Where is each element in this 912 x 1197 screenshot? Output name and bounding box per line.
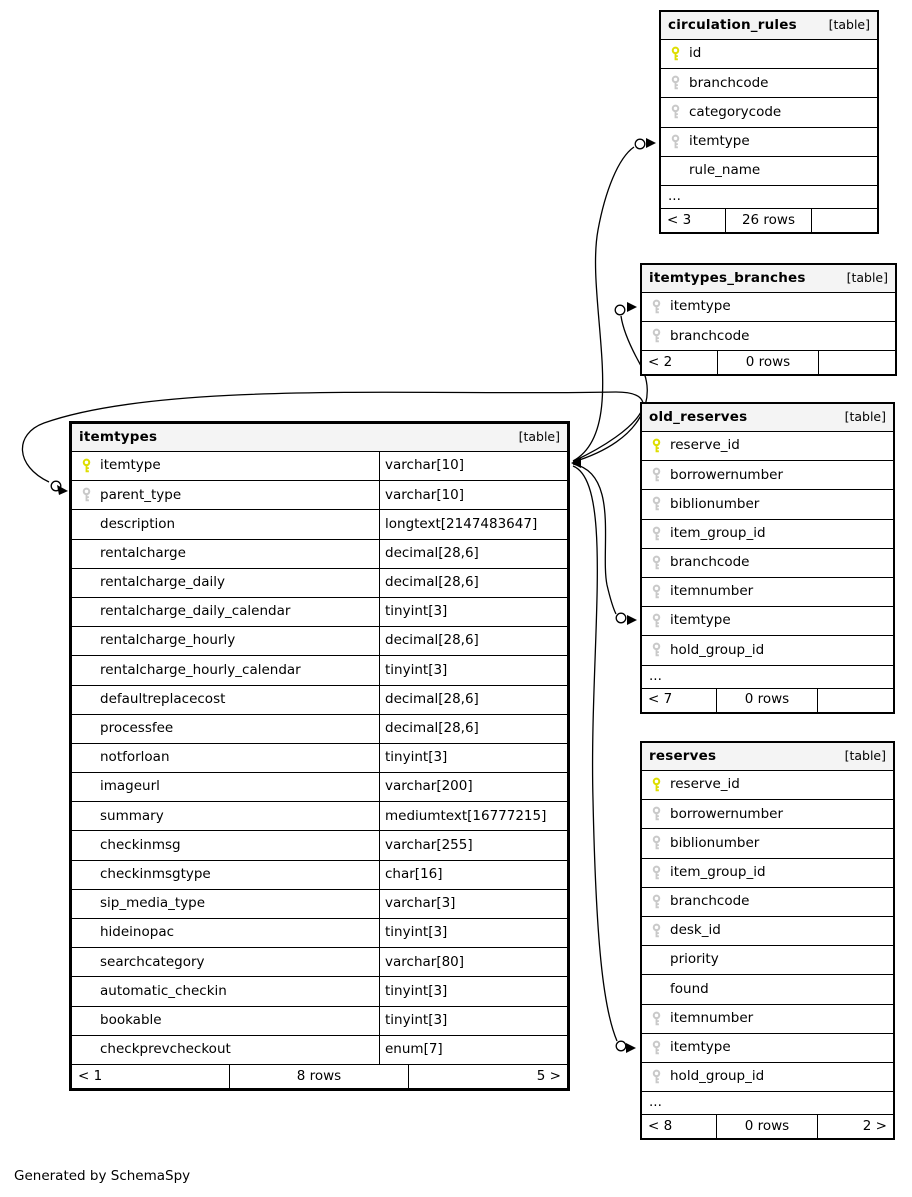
table-header[interactable] (642, 404, 893, 432)
foreign-key-icon (651, 584, 662, 600)
table-footer (642, 1115, 893, 1138)
foreign-key-icon (651, 835, 662, 851)
primary-key-icon (651, 438, 662, 454)
zero-circle-reserves (616, 1041, 626, 1051)
column-name: reserve_id (670, 439, 740, 453)
column-row-desk_id (642, 917, 893, 946)
column-name: itemtype (670, 300, 731, 314)
column-name: itemtype (100, 459, 161, 473)
column-row-found (642, 975, 893, 1004)
foreign-key-icon (651, 328, 662, 344)
arrowhead-reserves (626, 1043, 636, 1053)
relationship-line-reserves (573, 466, 617, 1041)
column-name: parent_type (100, 488, 182, 503)
footer-children-count: < 7 (642, 689, 717, 712)
footer-children-count: < 8 (642, 1115, 717, 1138)
primary-key-icon (670, 46, 681, 62)
column-row-item_group_id (642, 859, 893, 888)
column-name: rentalcharge_hourly (100, 634, 236, 648)
column-name: notforloan (100, 751, 170, 765)
column-name: sip_media_type (100, 897, 206, 911)
foreign-key-icon (651, 1011, 662, 1027)
column-row-itemtype (642, 607, 893, 636)
relationship-line-itemtypes-branches (573, 316, 647, 462)
column-name: hold_group_id (670, 643, 765, 658)
column-name: borrowernumber (670, 468, 784, 483)
column-row-reserve_id (642, 432, 893, 461)
schemaspy-credit: Generated by SchemaSpy (14, 1168, 191, 1184)
table-tag: [table] (846, 270, 888, 286)
table-tag: [table] (844, 409, 886, 425)
column-type: decimal[28,6] (379, 540, 567, 568)
column-name: itemnumber (670, 585, 754, 599)
column-row-hold_group_id (642, 636, 893, 665)
column-row-bookable (72, 1007, 567, 1036)
zero-circle-circulation-rules (635, 139, 645, 149)
foreign-key-icon (651, 555, 662, 571)
column-type: tinyint[3] (379, 919, 567, 947)
column-name: found (670, 982, 709, 997)
column-name: biblionumber (670, 497, 760, 512)
foreign-key-icon (651, 642, 662, 658)
column-row-itemnumber (642, 1005, 893, 1034)
table-name[interactable]: itemtypes_branches (649, 269, 806, 286)
column-row-biblionumber (642, 829, 893, 858)
column-name: hideinopac (100, 926, 175, 940)
column-row-summary (72, 802, 567, 831)
column-name: id (689, 47, 702, 61)
column-row-branchcode (642, 322, 895, 351)
foreign-key-icon (670, 134, 681, 150)
foreign-key-icon (651, 496, 662, 512)
column-type: decimal[28,6] (379, 715, 567, 743)
footer-row-count: 8 rows (230, 1065, 408, 1088)
column-name: rentalcharge_daily (100, 576, 225, 590)
column-row-itemtype (72, 452, 567, 481)
table-reserves[interactable] (640, 741, 895, 1140)
column-row-id (661, 40, 877, 69)
table-circulation-rules[interactable] (659, 10, 879, 234)
column-type: mediumtext[16777215] (379, 802, 567, 830)
column-type: decimal[28,6] (379, 627, 567, 655)
column-row-imageurl (72, 773, 567, 802)
column-name: imageurl (100, 780, 160, 794)
column-type: tinyint[3] (379, 977, 567, 1005)
column-type: varchar[80] (379, 948, 567, 976)
column-row-automatic_checkin (72, 977, 567, 1006)
ellipsis-row: ... (642, 1092, 893, 1115)
column-row-biblionumber (642, 490, 893, 519)
footer-parents-count (818, 689, 893, 712)
foreign-key-icon (651, 894, 662, 910)
column-name: reserve_id (670, 778, 740, 792)
relationship-line-old-reserves (573, 464, 616, 614)
table-tag: [table] (518, 429, 560, 445)
column-name: rentalcharge_daily_calendar (100, 605, 291, 619)
column-type: tinyint[3] (379, 1007, 567, 1035)
table-header[interactable] (642, 743, 893, 771)
column-type: decimal[28,6] (379, 569, 567, 597)
table-name[interactable]: reserves (649, 747, 717, 764)
column-name: bookable (100, 1013, 162, 1028)
column-row-processfee (72, 715, 567, 744)
table-tag: [table] (828, 17, 870, 33)
ellipsis-row: ... (661, 186, 877, 209)
column-row-hold_group_id (642, 1063, 893, 1092)
column-name: searchcategory (100, 955, 205, 970)
footer-parents-count: 5 > (536, 1067, 561, 1084)
column-name: automatic_checkin (100, 984, 227, 999)
column-type: varchar[10] (379, 481, 567, 509)
column-name: branchcode (689, 76, 769, 91)
relationship-line-circulation-rules (573, 147, 634, 461)
column-type: tinyint[3] (379, 744, 567, 772)
column-name: item_group_id (670, 526, 766, 541)
column-row-parent_type (72, 481, 567, 510)
foreign-key-icon (651, 1069, 662, 1085)
column-name: rentalcharge (100, 546, 186, 561)
column-row-itemnumber (642, 578, 893, 607)
column-row-branchcode (642, 888, 893, 917)
column-type: varchar[3] (379, 890, 567, 918)
column-name: summary (100, 809, 164, 824)
foreign-key-icon (651, 1040, 662, 1056)
primary-key-icon (651, 777, 662, 793)
table-footer (642, 351, 895, 374)
column-row-categorycode (661, 98, 877, 127)
column-type: tinyint[3] (379, 656, 567, 684)
foreign-key-icon (651, 865, 662, 881)
footer-row-count: 0 rows (717, 1115, 817, 1138)
table-name[interactable]: itemtypes (79, 428, 158, 445)
table-footer (72, 1065, 567, 1088)
column-row-itemtype (642, 293, 895, 322)
foreign-key-icon (81, 487, 92, 503)
column-name: description (100, 517, 176, 532)
column-type: longtext[2147483647] (379, 510, 567, 538)
column-type: enum[7] (379, 1036, 567, 1064)
column-name: defaultreplacecost (100, 692, 226, 707)
table-header[interactable] (642, 265, 895, 293)
footer-parents-count (819, 351, 895, 374)
table-footer (661, 209, 877, 232)
footer-parents-count: 2 > (862, 1117, 887, 1134)
column-name: branchcode (670, 895, 750, 909)
column-name: itemtype (670, 1041, 731, 1055)
column-row-branchcode (661, 69, 877, 98)
column-name: hold_group_id (670, 1070, 765, 1084)
column-row-reserve_id (642, 771, 893, 800)
table-footer (642, 689, 893, 712)
footer-children-count: < 1 (72, 1065, 230, 1088)
foreign-key-icon (651, 613, 662, 629)
column-row-hideinopac (72, 919, 567, 948)
column-name: itemtype (689, 134, 750, 149)
footer-children-count: < 3 (661, 209, 726, 232)
column-row-branchcode (642, 549, 893, 578)
column-row-checkinmsgtype (72, 861, 567, 890)
foreign-key-icon (651, 467, 662, 483)
column-name: processfee (100, 722, 174, 736)
column-name: borrowernumber (670, 807, 784, 822)
column-name: branchcode (670, 329, 750, 344)
column-row-rule_name (661, 157, 877, 186)
footer-children-count: < 2 (642, 351, 718, 374)
column-row-borrowernumber (642, 461, 893, 490)
column-name: itemtype (670, 614, 731, 628)
column-row-defaultreplacecost (72, 686, 567, 715)
column-type: char[16] (379, 861, 567, 889)
foreign-key-icon (651, 526, 662, 542)
ellipsis-row: ... (642, 666, 893, 689)
foreign-key-icon (670, 104, 681, 120)
column-row-rentalcharge_hourly_calendar (72, 656, 567, 685)
column-name: item_group_id (670, 865, 766, 880)
column-row-itemtype (642, 1034, 893, 1063)
column-row-rentalcharge_daily_calendar (72, 598, 567, 627)
column-row-description (72, 510, 567, 539)
table-name[interactable]: circulation_rules (668, 16, 797, 33)
column-row-searchcategory (72, 948, 567, 977)
column-row-checkprevcheckout (72, 1036, 567, 1065)
column-name: rentalcharge_hourly_calendar (100, 663, 301, 678)
column-type: tinyint[3] (379, 598, 567, 626)
column-type: decimal[28,6] (379, 686, 567, 714)
table-old-reserves[interactable] (640, 402, 895, 714)
primary-key-icon (81, 458, 92, 474)
table-itemtypes[interactable] (69, 421, 570, 1091)
column-name: checkinmsg (100, 838, 181, 853)
foreign-key-icon (651, 923, 662, 939)
arrowhead-itemtypes-branches (627, 302, 637, 312)
column-row-sip_media_type (72, 890, 567, 919)
column-name: checkprevcheckout (100, 1043, 231, 1057)
arrowhead-old-reserves (627, 615, 637, 625)
column-row-rentalcharge (72, 540, 567, 569)
footer-row-count: 0 rows (718, 351, 819, 374)
column-row-rentalcharge_hourly (72, 627, 567, 656)
foreign-key-icon (651, 806, 662, 822)
column-type: varchar[10] (379, 452, 567, 480)
footer-row-count: 26 rows (726, 209, 812, 232)
zero-circle-itemtypes-branches (615, 305, 625, 315)
column-row-priority (642, 946, 893, 975)
zero-circle-old-reserves (616, 613, 626, 623)
footer-row-count: 0 rows (717, 689, 817, 712)
column-row-rentalcharge_daily (72, 569, 567, 598)
column-name: rule_name (689, 164, 761, 178)
table-tag: [table] (844, 748, 886, 764)
column-type: varchar[255] (379, 831, 567, 859)
column-row-itemtype (661, 128, 877, 157)
column-name: priority (670, 953, 719, 967)
table-header[interactable] (72, 424, 567, 452)
footer-parents-count (812, 209, 877, 232)
column-row-notforloan (72, 744, 567, 773)
column-name: categorycode (689, 105, 782, 120)
foreign-key-icon (670, 75, 681, 91)
column-name: branchcode (670, 556, 750, 570)
column-name: biblionumber (670, 836, 760, 851)
column-row-item_group_id (642, 520, 893, 549)
column-type: varchar[200] (379, 773, 567, 801)
column-name: desk_id (670, 924, 721, 938)
foreign-key-icon (651, 299, 662, 315)
column-row-checkinmsg (72, 831, 567, 860)
table-itemtypes-branches[interactable] (640, 263, 897, 376)
table-name[interactable]: old_reserves (649, 408, 748, 425)
column-row-borrowernumber (642, 800, 893, 829)
arrowhead-circulation-rules (646, 138, 656, 148)
table-header[interactable] (661, 12, 877, 40)
column-name: itemnumber (670, 1011, 754, 1026)
column-name: checkinmsgtype (100, 867, 211, 882)
arrowhead-parent-type (57, 485, 68, 495)
